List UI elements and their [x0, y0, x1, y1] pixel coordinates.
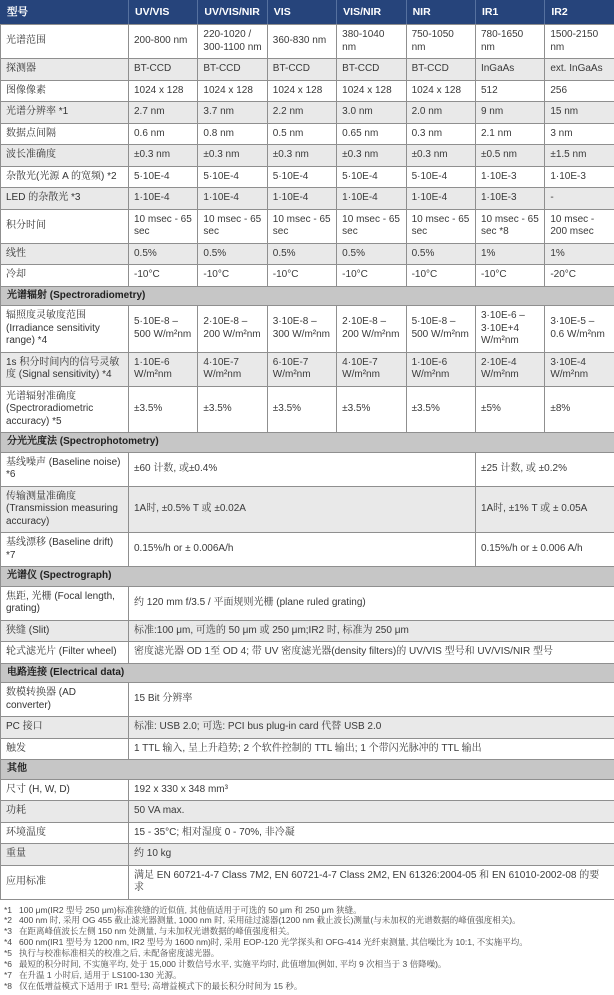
- spec-value: 1%: [545, 243, 614, 265]
- table-row: [1, 102, 614, 124]
- table-row: [1, 145, 614, 167]
- table-row: [1, 25, 614, 59]
- table-row: [1, 844, 614, 866]
- spec-value: 5·10E-8 – 500 W/m²nm: [129, 306, 198, 353]
- spec-value: 约 120 mm f/3.5 / 平面规则光栅 (plane ruled grating): [129, 586, 614, 620]
- spec-value: -10°C: [475, 265, 544, 287]
- spec-label: 积分时间: [1, 209, 129, 243]
- spec-value: 3·10E-4 W/m²nm: [545, 352, 614, 386]
- spec-label: 环境温度: [1, 822, 129, 844]
- spec-value: 2.7 nm: [129, 102, 198, 124]
- spec-value: ±1.5 nm: [545, 145, 614, 167]
- spec-value: 380-1040 nm: [337, 25, 406, 59]
- spec-value: 256: [545, 80, 614, 102]
- spec-value: 10 msec - 65 sec: [267, 209, 336, 243]
- footnote-text: 在距离峰值波长左侧 150 nm 处测量, 与未加权光谱数据的峰值强度相关。: [19, 927, 612, 937]
- footnote-text: 最短的积分时间, 不实施平均, 处于 15,000 计数信号水平, 实施平均时, 此值增加(例如, 平均 9 次相当于 3 倍降噪)。: [19, 960, 612, 970]
- spec-value: 0.5%: [337, 243, 406, 265]
- column-header: IR1: [475, 1, 544, 25]
- spec-value: -20°C: [545, 265, 614, 287]
- spec-value: BT-CCD: [337, 59, 406, 81]
- spec-value: InGaAs: [475, 59, 544, 81]
- spec-value: 1·10E-4: [337, 188, 406, 210]
- spec-value: 0.5%: [406, 243, 475, 265]
- spec-value: 满足 EN 60721-4-7 Class 7M2, EN 60721-4-7 Class 2M2, EN 61326:2004-05 和 EN 61010-2002-08 的要求: [129, 865, 614, 899]
- spec-value: 约 10 kg: [129, 844, 614, 866]
- footnote: [2, 949, 612, 959]
- table-row: [1, 642, 614, 664]
- spec-value: -: [545, 188, 614, 210]
- spec-value: 3·10E-5 – 0.6 W/m²nm: [545, 306, 614, 353]
- footnote-marker: *2: [2, 916, 19, 926]
- spec-value: 9 nm: [475, 102, 544, 124]
- spec-label: 冷却: [1, 265, 129, 287]
- spec-value: 3.7 nm: [198, 102, 267, 124]
- section-row: [1, 567, 614, 587]
- section-row: [1, 286, 614, 306]
- footnote: [2, 927, 612, 937]
- spec-value: 1·10E-4: [198, 188, 267, 210]
- table-row: [1, 265, 614, 287]
- spec-value: 0.5 nm: [267, 123, 336, 145]
- spec-value: 0.5%: [267, 243, 336, 265]
- spec-value: 1·10E-3: [545, 166, 614, 188]
- spec-value: 2.2 nm: [267, 102, 336, 124]
- footnote-text: 执行与校准标准相关的校准之后, 未配备密度滤光器。: [19, 949, 612, 959]
- spec-label: 光谱范围: [1, 25, 129, 59]
- spec-value: 1·10E-3: [475, 166, 544, 188]
- footnote-marker: *1: [2, 906, 19, 916]
- spec-value: -10°C: [406, 265, 475, 287]
- spec-label: 狭缝 (Slit): [1, 620, 129, 642]
- spec-value: 0.65 nm: [337, 123, 406, 145]
- spec-value: 200-800 nm: [129, 25, 198, 59]
- table-row: [1, 486, 614, 533]
- spec-value: 2·10E-8 – 200 W/m²nm: [337, 306, 406, 353]
- spec-value: 2.1 nm: [475, 123, 544, 145]
- spec-value: 4·10E-7 W/m²nm: [198, 352, 267, 386]
- table-row: [1, 166, 614, 188]
- spec-value: 1024 x 128: [129, 80, 198, 102]
- footnote-marker: *4: [2, 938, 19, 948]
- spec-value: 2·10E-8 – 200 W/m²nm: [198, 306, 267, 353]
- table-row: [1, 822, 614, 844]
- spec-value: 1500-2150 nm: [545, 25, 614, 59]
- spec-label: 焦距, 光栅 (Focal length, grating): [1, 586, 129, 620]
- spec-label: 探测器: [1, 59, 129, 81]
- spec-value: BT-CCD: [267, 59, 336, 81]
- spec-value: ±0.5 nm: [475, 145, 544, 167]
- spec-value: 1A时, ±1% T 或 ± 0.05A: [475, 486, 614, 533]
- spec-value: 4·10E-7 W/m²nm: [337, 352, 406, 386]
- spec-value: 50 VA max.: [129, 801, 614, 823]
- spec-value: 15 Bit 分辨率: [129, 683, 614, 717]
- spec-label: 线性: [1, 243, 129, 265]
- table-row: [1, 209, 614, 243]
- spec-value: BT-CCD: [406, 59, 475, 81]
- spec-value: 标准: USB 2.0; 可选: PCI bus plug-in card 代替 USB 2.0: [129, 717, 614, 739]
- spec-value: 2·10E-4 W/m²nm: [475, 352, 544, 386]
- table-row: [1, 123, 614, 145]
- footnote-marker: *8: [2, 982, 19, 992]
- spec-value: ±3.5%: [337, 386, 406, 433]
- spec-label: 数模转换器 (AD converter): [1, 683, 129, 717]
- spec-value: 6·10E-7 W/m²nm: [267, 352, 336, 386]
- table-row: [1, 59, 614, 81]
- spec-value: 1024 x 128: [267, 80, 336, 102]
- spec-value: 5·10E-4: [267, 166, 336, 188]
- spec-value: 15 - 35°C; 相对湿度 0 - 70%, 非冷凝: [129, 822, 614, 844]
- spec-label: 应用标准: [1, 865, 129, 899]
- footnote: [2, 916, 612, 926]
- table-row: [1, 620, 614, 642]
- footnote: [2, 982, 612, 992]
- spec-value: 0.5%: [129, 243, 198, 265]
- spec-value: 1·10E-6 W/m²nm: [129, 352, 198, 386]
- spec-label: 波长准确度: [1, 145, 129, 167]
- spec-value: 2.0 nm: [406, 102, 475, 124]
- table-row: [1, 738, 614, 760]
- spec-value: 1 TTL 输入, 呈上升趋势; 2 个软件控制的 TTL 输出; 1 个带闪光脉冲的 TTL 输出: [129, 738, 614, 760]
- spec-value: 15 nm: [545, 102, 614, 124]
- spec-label: 辐照度灵敏度范围 (Irradiance sensitivity range) *4: [1, 306, 129, 353]
- header-row: [1, 1, 614, 25]
- spec-value: 1024 x 128: [337, 80, 406, 102]
- spec-value: 1·10E-6 W/m²nm: [406, 352, 475, 386]
- column-header: UV/VIS: [129, 1, 198, 25]
- section-row: [1, 663, 614, 683]
- spec-label: 杂散光(光源 A 的宽频) *2: [1, 166, 129, 188]
- spec-label: 重量: [1, 844, 129, 866]
- spec-value: 0.15%/h or ± 0.006 A/h: [475, 533, 614, 567]
- spec-value: ±3.5%: [406, 386, 475, 433]
- footnote-marker: *7: [2, 971, 19, 981]
- spec-value: 3 nm: [545, 123, 614, 145]
- spec-value: ±0.3 nm: [129, 145, 198, 167]
- table-row: [1, 586, 614, 620]
- spec-label: 尺寸 (H, W, D): [1, 779, 129, 801]
- spec-value: ext. InGaAs: [545, 59, 614, 81]
- spec-value: 780-1650 nm: [475, 25, 544, 59]
- footnote-text: 400 nm 时, 采用 OG 455 截止滤光器测量, 1000 nm 时, 采用硅过滤器(1200 nm 截止波长)测量(与未加权的光谱数据的峰值强度相关)。: [19, 916, 612, 926]
- spec-value: 220-1020 / 300-1100 nm: [198, 25, 267, 59]
- spec-label: 图像像素: [1, 80, 129, 102]
- spec-label: 数据点间隔: [1, 123, 129, 145]
- spec-value: 1·10E-4: [267, 188, 336, 210]
- section-row: [1, 760, 614, 780]
- spec-value: 10 msec - 200 msec: [545, 209, 614, 243]
- spec-value: 3·10E-8 – 300 W/m²nm: [267, 306, 336, 353]
- spec-label: 轮式滤光片 (Filter wheel): [1, 642, 129, 664]
- section-header: 电路连接 (Electrical data): [1, 663, 614, 683]
- table-header: [1, 1, 614, 25]
- spec-value: 10 msec - 65 sec: [129, 209, 198, 243]
- spec-value: 5·10E-4: [129, 166, 198, 188]
- footnote-marker: *3: [2, 927, 19, 937]
- column-header: UV/VIS/NIR: [198, 1, 267, 25]
- spec-value: ±3.5%: [129, 386, 198, 433]
- spec-value: ±8%: [545, 386, 614, 433]
- spec-value: 标准:100 μm, 可选的 50 μm 或 250 μm;IR2 时, 标准为 250 μm: [129, 620, 614, 642]
- spec-value: 0.8 nm: [198, 123, 267, 145]
- table-row: [1, 865, 614, 899]
- table-row: [1, 306, 614, 353]
- spec-value: -10°C: [337, 265, 406, 287]
- spec-label: 触发: [1, 738, 129, 760]
- model-column-header: 型号: [1, 1, 129, 25]
- spec-value: -10°C: [129, 265, 198, 287]
- spec-value: ±3.5%: [267, 386, 336, 433]
- footnote: [2, 971, 612, 981]
- spec-label: 光谱辐射准确度 (Spectroradiometric accuracy) *5: [1, 386, 129, 433]
- spec-label: PC 接口: [1, 717, 129, 739]
- spec-value: 1·10E-4: [129, 188, 198, 210]
- spec-value: 0.6 nm: [129, 123, 198, 145]
- section-header: 光谱仪 (Spectrograph): [1, 567, 614, 587]
- table-row: [1, 779, 614, 801]
- footnote-marker: *6: [2, 960, 19, 970]
- footnote-text: 在升温 1 小时后, 适用于 LS100-130 光源。: [19, 971, 612, 981]
- spec-value: 5·10E-4: [198, 166, 267, 188]
- section-header: 其他: [1, 760, 614, 780]
- spec-value: BT-CCD: [198, 59, 267, 81]
- spec-value: 5·10E-4: [406, 166, 475, 188]
- table-row: [1, 533, 614, 567]
- spec-value: ±0.3 nm: [267, 145, 336, 167]
- table-row: [1, 452, 614, 486]
- spec-label: 传输测量准确度 (Transmission measuring accuracy): [1, 486, 129, 533]
- table-row: [1, 801, 614, 823]
- spec-value: -10°C: [198, 265, 267, 287]
- spec-value: 512: [475, 80, 544, 102]
- spec-value: 3·10E-6 – 3·10E+4 W/m²nm: [475, 306, 544, 353]
- table-row: [1, 352, 614, 386]
- spec-value: 10 msec - 65 sec *8: [475, 209, 544, 243]
- footnote-marker: *5: [2, 949, 19, 959]
- footnote-text: 100 μm(IR2 型号 250 μm)标准狭缝的近似值, 其他值适用于可选的 50 μm 和 250 μm 狭缝。: [19, 906, 612, 916]
- footnote: [2, 938, 612, 948]
- table-row: [1, 80, 614, 102]
- spec-value: 1·10E-4: [406, 188, 475, 210]
- footnote-text: 600 nm(IR1 型号为 1200 nm, IR2 型号为 1600 nm)时, 采用 EOP-120 光学探头和 OFG-414 光纤束测量, 其信噪比为 10:1, 不实施平均。: [19, 938, 612, 948]
- spec-value: 10 msec - 65 sec: [337, 209, 406, 243]
- column-header: VIS: [267, 1, 336, 25]
- spec-value: 10 msec - 65 sec: [198, 209, 267, 243]
- spec-value: BT-CCD: [129, 59, 198, 81]
- spec-value: 1024 x 128: [198, 80, 267, 102]
- spec-value: 0.5%: [198, 243, 267, 265]
- table-row: [1, 386, 614, 433]
- spec-value: 1%: [475, 243, 544, 265]
- table-body: [1, 25, 614, 900]
- spec-value: 0.3 nm: [406, 123, 475, 145]
- spec-value: 1A时, ±0.5% T 或 ±0.02A: [129, 486, 476, 533]
- table-row: [1, 243, 614, 265]
- column-header: IR2: [545, 1, 614, 25]
- table-row: [1, 683, 614, 717]
- table-row: [1, 188, 614, 210]
- spec-value: 0.15%/h or ± 0.006A/h: [129, 533, 476, 567]
- column-header: VIS/NIR: [337, 1, 406, 25]
- column-header: NIR: [406, 1, 475, 25]
- spec-value: ±3.5%: [198, 386, 267, 433]
- spec-value: 密度滤光器 OD 1至 OD 4; 带 UV 密度滤光器(density filters)的 UV/VIS 型号和 UV/VIS/NIR 型号: [129, 642, 614, 664]
- table-row: [1, 717, 614, 739]
- section-header: 光谱辐射 (Spectroradiometry): [1, 286, 614, 306]
- spec-label: 基线漂移 (Baseline drift) *7: [1, 533, 129, 567]
- footnotes: [0, 900, 614, 995]
- spec-label: 基线噪声 (Baseline noise) *6: [1, 452, 129, 486]
- spec-value: 1·10E-3: [475, 188, 544, 210]
- spec-value: ±60 计数, 或±0.4%: [129, 452, 476, 486]
- spec-value: 5·10E-8 – 500 W/m²nm: [406, 306, 475, 353]
- spec-value: ±5%: [475, 386, 544, 433]
- footnote-text: 仅在低增益模式下适用于 IR1 型号; 高增益模式下的最长积分时间为 15 秒。: [19, 982, 612, 992]
- spec-value: 750-1050 nm: [406, 25, 475, 59]
- section-row: [1, 433, 614, 453]
- footnote: [2, 906, 612, 916]
- spec-value: ±0.3 nm: [198, 145, 267, 167]
- spec-value: 360-830 nm: [267, 25, 336, 59]
- section-header: 分光光度法 (Spectrophotometry): [1, 433, 614, 453]
- spec-value: 5·10E-4: [337, 166, 406, 188]
- spec-label: LED 的杂散光 *3: [1, 188, 129, 210]
- spec-value: ±0.3 nm: [337, 145, 406, 167]
- spec-value: 1024 x 128: [406, 80, 475, 102]
- spec-value: 10 msec - 65 sec: [406, 209, 475, 243]
- spec-value: ±0.3 nm: [406, 145, 475, 167]
- spec-value: 3.0 nm: [337, 102, 406, 124]
- spec-label: 1s 积分时间内的信号灵敏度 (Signal sensitivity) *4: [1, 352, 129, 386]
- spec-value: 192 x 330 x 348 mm³: [129, 779, 614, 801]
- spec-value: -10°C: [267, 265, 336, 287]
- footnote: [2, 960, 612, 970]
- spec-value: ±25 计数, 或 ±0.2%: [475, 452, 614, 486]
- spec-label: 光谱分辨率 *1: [1, 102, 129, 124]
- spec-label: 功耗: [1, 801, 129, 823]
